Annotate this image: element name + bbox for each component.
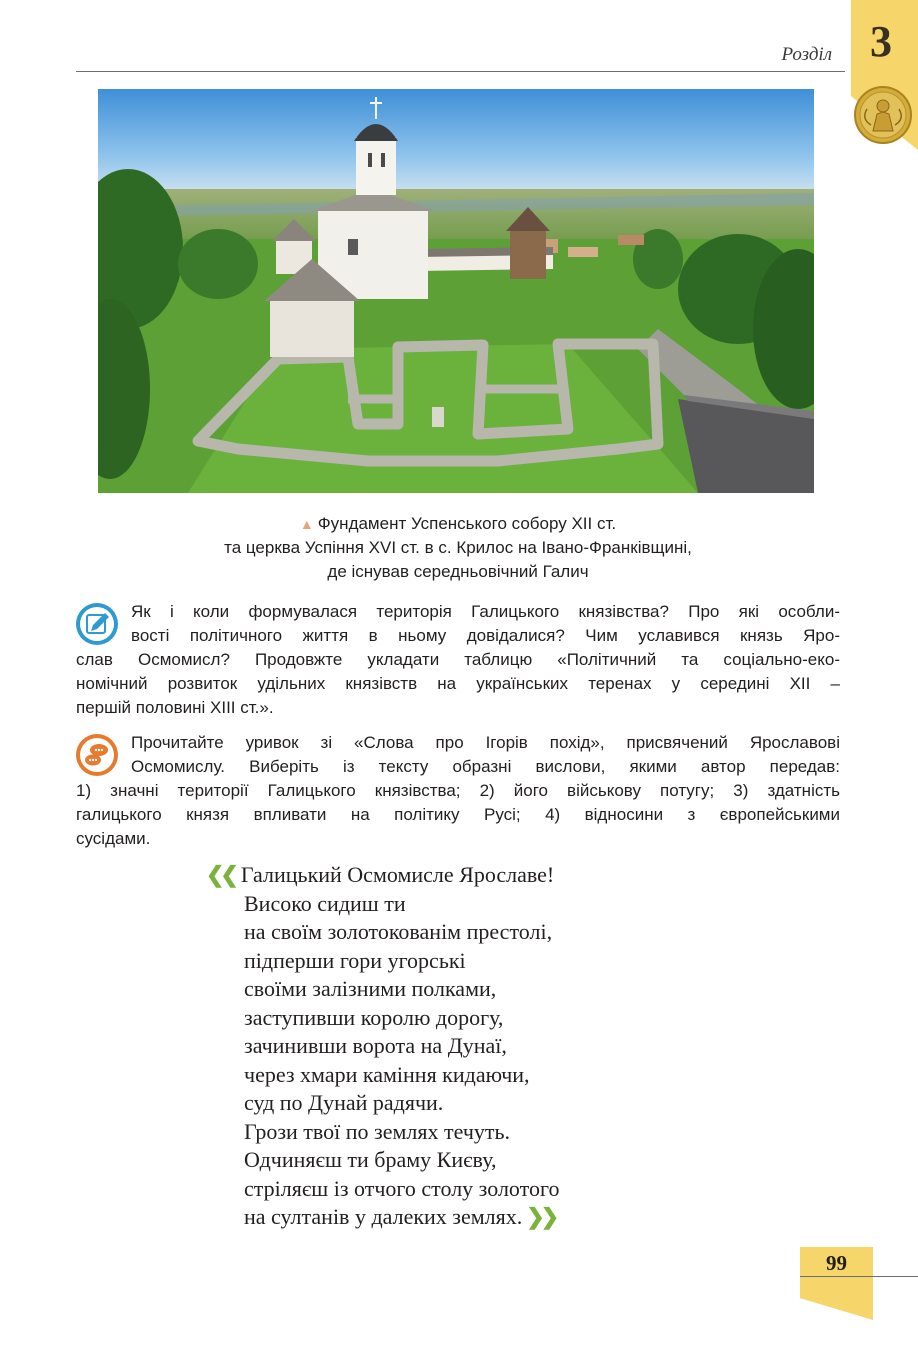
task2-line: сусідами. <box>76 829 151 848</box>
task1-line: слав Осмомисл? Продовжте укладати таблицю «Політичний та соціально-еко- <box>76 650 840 669</box>
task1-line: вості політичного життя в ньому довідалися? Чим уславився князь Яро- <box>131 626 840 645</box>
poem-line: Високо сидиш ти <box>244 890 406 916</box>
poem-line: Грози твої по землях течуть. <box>244 1118 511 1144</box>
section-label: Розділ <box>781 44 832 65</box>
poem-line: підперши гори угорські <box>244 947 466 973</box>
task2-line: галицького князя впливати на політику Русі; 4) відносини з європейськими <box>76 805 840 824</box>
close-quote-icon: ❯❯ <box>526 1204 556 1229</box>
poem-line: заступивши королю дорогу, <box>244 1004 504 1030</box>
poem-line: через хмари каміння кидаючи, <box>244 1061 530 1087</box>
header-rule <box>76 71 845 72</box>
poem-line: зачинивши ворота на Дунаї, <box>244 1033 507 1058</box>
coin-emblem-icon <box>853 85 913 145</box>
poem-line: суд по Дунай радячи. <box>244 1090 444 1115</box>
caption-triangle-icon: ▲ <box>299 516 314 532</box>
poem-line: Одчиняєш ти браму Києву, <box>244 1147 497 1172</box>
figure-caption <box>100 512 816 584</box>
poem-excerpt <box>206 861 706 1232</box>
task1-line: першій половині XIII ст.». <box>76 698 274 717</box>
church-foundation-photo <box>98 89 814 493</box>
task-question-1 <box>76 600 840 720</box>
caption-line: та церква Успіння XVI ст. в с. Крилос на Івано-Франківщині, <box>224 538 692 557</box>
task-question-2 <box>76 731 840 851</box>
caption-line: де існував середньовічний Галич <box>327 562 589 581</box>
task2-line: Прочитайте уривок зі «Слова про Ігорів похід», присвячений Ярославові <box>131 733 840 752</box>
caption-line: Фундамент Успенського собору XII ст. <box>317 514 617 533</box>
poem-line: своїми залізними полками, <box>244 976 497 1001</box>
chapter-number: 3 <box>870 17 892 66</box>
task2-line: Осмомислу. Виберіть із тексту образні вислови, якими автор передав: <box>131 757 840 776</box>
task1-line: Як і коли формувалася територія Галицького князівства? Про які особли- <box>131 602 840 621</box>
task2-line: 1) значні території Галицького князівства; 2) його військову потугу; 3) здатність <box>76 781 840 800</box>
open-quote-icon: ❮❮ <box>206 862 235 887</box>
task1-line: номічний розвиток удільних князівств на українських теренах у середині XII – <box>76 674 840 693</box>
poem-line: на своїм золотокованім престолі, <box>244 919 553 944</box>
poem-line: стріляєш із отчого столу золотого <box>244 1175 560 1201</box>
footer-rule <box>800 1276 918 1277</box>
poem-line: на султанів у далеких землях. <box>244 1204 523 1229</box>
page-number: 99 <box>826 1251 847 1275</box>
poem-line: Галицький Осмомисле Ярославе! <box>240 862 555 887</box>
